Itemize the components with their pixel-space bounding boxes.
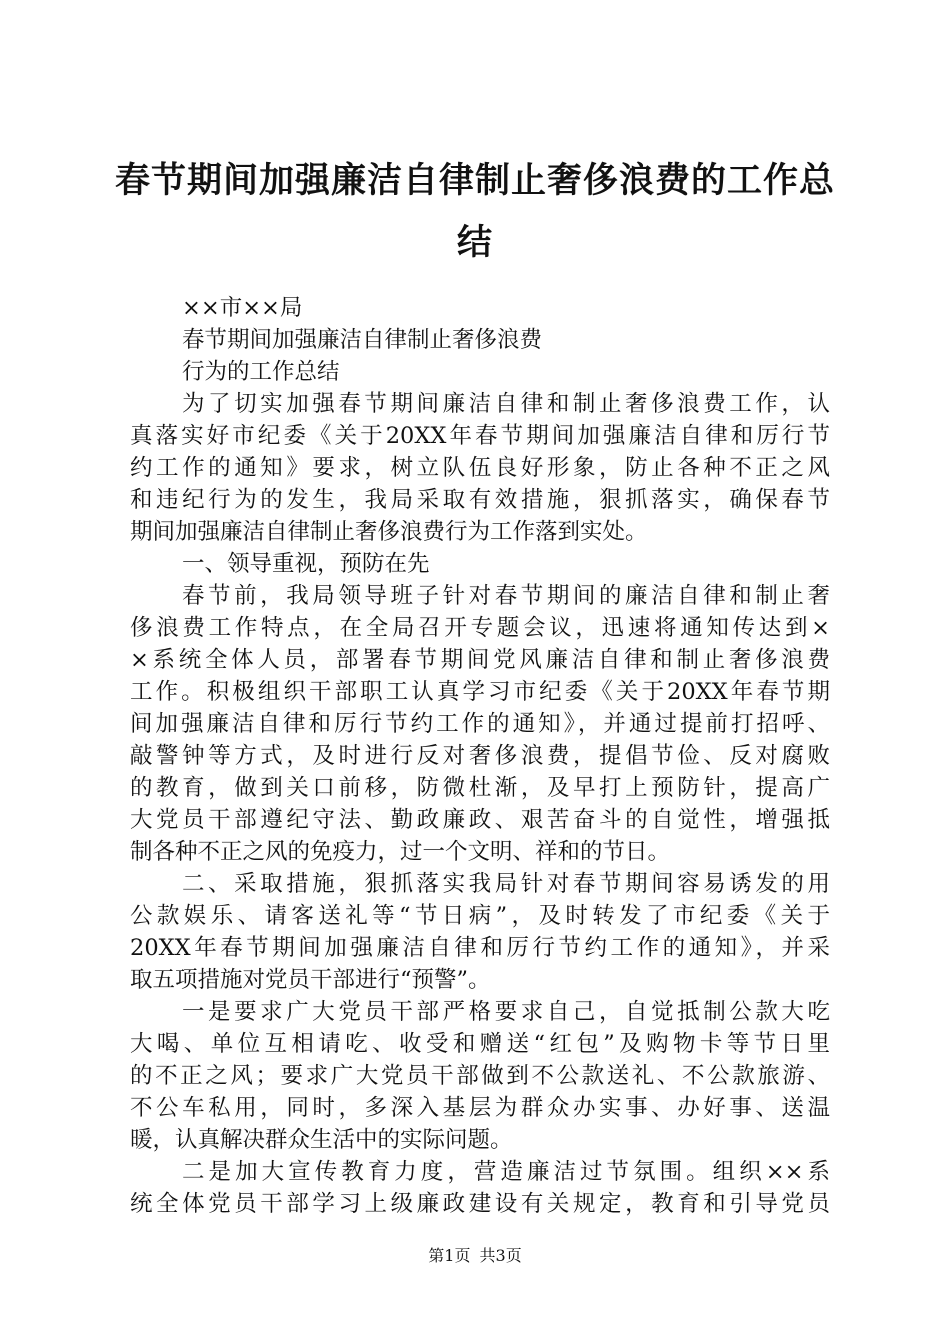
paragraph-line: 不公车私用，同时，多深入基层为群众办实事、办好事、送温 (130, 1095, 830, 1121)
document-title-line-2: 结 (456, 222, 493, 263)
paragraph-line: 春节前，我局领导班子针对春节期间的廉洁自律和制止奢 (182, 583, 830, 609)
paragraph-line: 侈浪费工作特点，在全局召开专题会议，迅速将通知传达到× (130, 615, 830, 641)
paragraph-line: 取五项措施对党员干部进行“预警”。 (130, 967, 491, 993)
paragraph-line: 和违纪行为的发生，我局采取有效措施，狠抓落实，确保春节 (130, 487, 830, 513)
section-heading-2: 二、采取措施，狠抓落实我局针对春节期间容易诱发的用 (182, 871, 830, 897)
org-name-line: ××市××局 (182, 295, 303, 321)
paragraph-line: 工作。积极组织干部职工认真学习市纪委《关于20XX年春节期 (130, 679, 830, 705)
paragraph-line: 暖，认真解决群众生活中的实际问题。 (130, 1127, 513, 1153)
paragraph-line: 大喝、单位互相请吃、收受和赠送“红包”及购物卡等节日里 (130, 1031, 830, 1057)
paragraph-line: 大党员干部遵纪守法、勤政廉政、艰苦奋斗的自觉性，增强抵 (130, 807, 830, 833)
paragraph-line: 敲警钟等方式，及时进行反对奢侈浪费，提倡节俭、反对腐败 (130, 743, 830, 769)
page-number: 第1页 (428, 1246, 471, 1265)
paragraph-line: 真落实好市纪委《关于20XX年春节期间加强廉洁自律和厉行节 (130, 423, 830, 449)
paragraph-line: 公款娱乐、请客送礼等“节日病”，及时转发了市纪委《关于 (130, 903, 830, 929)
page-footer (0, 1244, 950, 1268)
paragraph-line: 制各种不正之风的免疫力，过一个文明、祥和的节日。 (130, 839, 671, 865)
section-heading-1: 一、领导重视，预防在先 (182, 551, 430, 577)
subtitle-line-2: 行为的工作总结 (182, 359, 340, 385)
paragraph-line: 间加强廉洁自律和厉行节约工作的通知》，并通过提前打招呼、 (130, 711, 830, 737)
paragraph-line: 一是要求广大党员干部严格要求自己，自觉抵制公款大吃 (182, 999, 830, 1025)
page-total: 共3页 (479, 1246, 522, 1265)
paragraph-line: 统全体党员干部学习上级廉政建设有关规定，教育和引导党员 (130, 1191, 830, 1217)
paragraph-line: 为了切实加强春节期间廉洁自律和制止奢侈浪费工作，认 (182, 391, 830, 417)
document-body (130, 292, 830, 1220)
paragraph-line: 期间加强廉洁自律制止奢侈浪费行为工作落到实处。 (130, 519, 648, 545)
paragraph-line: 二是加大宣传教育力度，营造廉洁过节氛围。组织××系 (182, 1159, 830, 1185)
paragraph-line: ×系统全体人员，部署春节期间党风廉洁自律和制止奢侈浪费 (130, 647, 830, 673)
subtitle-line-1: 春节期间加强廉洁自律制止奢侈浪费 (182, 327, 543, 353)
paragraph-line: 约工作的通知》要求，树立队伍良好形象，防止各种不正之风 (130, 455, 830, 481)
paragraph-line: 20XX年春节期间加强廉洁自律和厉行节约工作的通知》，并采 (130, 935, 830, 961)
paragraph-line: 的不正之风；要求广大党员干部做到不公款送礼、不公款旅游、 (130, 1063, 830, 1089)
document-title-line-1: 春节期间加强廉洁自律制止奢侈浪费的工作总 (114, 160, 835, 201)
paragraph-line: 的教育，做到关口前移，防微杜渐，及早打上预防针，提高广 (130, 775, 830, 801)
